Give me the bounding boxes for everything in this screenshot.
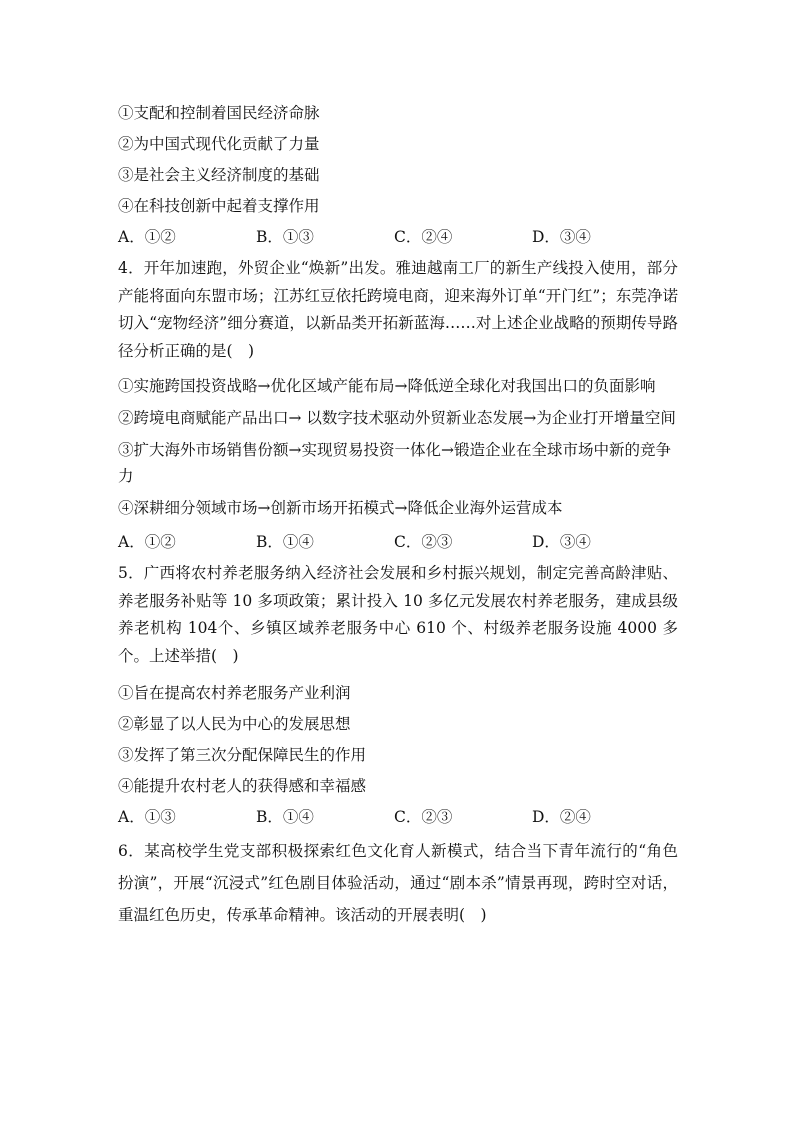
q3-option-3: ③是社会主义经济制度的基础 [118,166,320,184]
q6-stem: 6．某高校学生党支部积极探索红色文化育人新模式，结合当下青年流行的“角色扮演”，开展“沉浸式”红色剧目体验活动，通过“剧本杀”情景再现，跨时空对话，重温红色历史，传承革命精神。该活动的开展表明( ) [118,842,678,924]
q4-option-1: ①实施跨国投资战略→优化区域产能布局→降低逆全球化对我国出口的负面影响 [118,377,656,395]
question-6 [118,835,678,931]
q4-choice-c: C．②③ [394,533,453,551]
q3-option-4: ④在科技创新中起着支撑作用 [118,197,320,215]
q5-choice-d: D．②④ [532,808,591,826]
q5-option-1: ①旨在提高农村养老服务产业利润 [118,684,351,702]
q3-choice-d: D．③④ [532,228,591,246]
q5-option-4: ④能提升农村老人的获得感和幸福感 [118,777,367,795]
q4-choice-d: D．③④ [532,533,591,551]
q4-choice-a: A．①② [118,533,176,551]
q4-stem: 4．开年加速跑，外贸企业“焕新”出发。雅迪越南工厂的新生产线投入使用，部分产能将面向东盟市场；江苏红豆依托跨境电商，迎来海外订单“开门红”；东莞净诺切入“宠物经济”细分赛道，以新品类开拓新蓝海……对上述企业战略的预期传导路径分析正确的是( ) [118,259,678,360]
q3-option-1: ①支配和控制着国民经济命脉 [118,104,320,122]
q3-choices [118,222,678,253]
question-4 [118,255,678,558]
q4-option-2: ②跨境电商赋能产品出口→ 以数字技术驱动外贸新业态发展→为企业打开增量空间 [118,409,676,427]
q4-choice-b: B．①④ [256,533,314,551]
q5-choices [118,802,678,833]
question-5 [118,560,678,833]
q3-choice-a: A．①② [118,228,176,246]
q4-option-3: ③扩大海外市场销售份额→实现贸易投资一体化→锻造企业在全球市场中新的竞争力 [118,441,671,485]
q3-options [118,98,678,222]
q5-option-3: ③发挥了第三次分配保障民生的作用 [118,746,367,764]
q5-stem: 5．广西将农村养老服务纳入经济社会发展和乡村振兴规划，制定完善高龄津贴、养老服务补贴等 10 多项政策；累计投入 10 多亿元发展农村养老服务，建成县级养老机构 104个、乡镇区域养老服务中心 610 个、村级养老服务设施 4000 多个。上述举措( ) [118,564,678,665]
q5-choice-c: C．②③ [394,808,453,826]
q5-choice-b: B．①④ [256,808,314,826]
q5-choice-a: A．①③ [118,808,176,826]
q4-choices [118,527,678,558]
q3-choice-b: B．①③ [256,228,314,246]
exam-page [118,98,678,931]
q3-choice-c: C．②④ [394,228,453,246]
q4-option-4: ④深耕细分领域市场→创新市场开拓模式→降低企业海外运营成本 [118,499,563,517]
q3-option-2: ②为中国式现代化贡献了力量 [118,135,320,153]
q5-option-2: ②彰显了以人民为中心的发展思想 [118,715,351,733]
